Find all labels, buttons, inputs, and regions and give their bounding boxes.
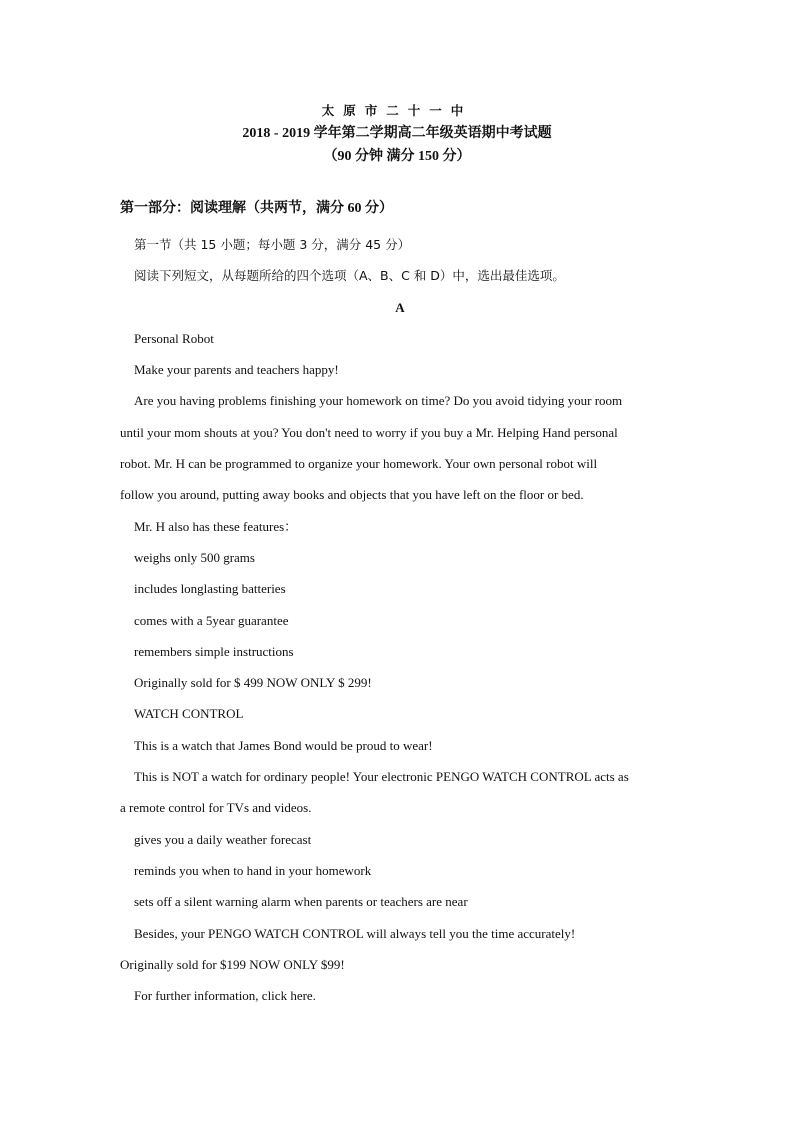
feature-item: remembers simple instructions: [134, 643, 294, 659]
passage-line: This is a watch that James Bond would be proud to wear!: [134, 737, 433, 753]
sub-heading: 第一节（共 15 小题；每小题 3 分，满分 45 分）: [134, 237, 411, 252]
section-heading: 第一部分：阅读理解（共两节，满分 60 分）: [120, 201, 393, 216]
passage-body: [120, 229, 680, 1011]
passage-label: A: [395, 299, 405, 315]
passage-line: Besides, your PENGO WATCH CONTROL will always tell you the time accurately!: [134, 925, 576, 941]
feature-item: comes with a 5year guarantee: [134, 612, 289, 628]
passage-line: follow you around, putting away books and objects that you have left on the floor or bed.: [120, 487, 584, 503]
passage-line: Are you having problems finishing your homework on time? Do you avoid tidying your room: [134, 393, 623, 409]
passage-line: robot. Mr. H can be programmed to organize your homework. Your own personal robot will: [120, 456, 598, 472]
exam-duration: （90 分钟 满分 150 分）: [323, 149, 471, 164]
price-line: Originally sold for $199 NOW ONLY $99!: [120, 956, 345, 972]
instruction: 阅读下列短文，从每题所给的四个选项（A、B、C 和 D）中，选出最佳选项。: [134, 268, 565, 284]
feature-item: sets off a silent warning alarm when parents or teachers are near: [134, 894, 468, 910]
passage-line: until your mom shouts at you? You don't need to worry if you buy a Mr. Helping Hand personal: [120, 424, 618, 440]
passage-line: Make your parents and teachers happy!: [134, 362, 339, 378]
price-line: Originally sold for $ 499 NOW ONLY $ 299!: [134, 675, 372, 691]
school-name: 太原市二十一中: [321, 103, 473, 118]
product-title: WATCH CONTROL: [134, 706, 244, 722]
feature-item: includes longlasting batteries: [134, 581, 286, 597]
exam-title: 2018 - 2019 学年第二学期高二年级英语期中考试题: [242, 126, 552, 141]
feature-item: reminds you when to hand in your homework: [134, 862, 372, 878]
feature-item: gives you a daily weather forecast: [134, 831, 312, 847]
passage-line: This is NOT a watch for ordinary people! Your electronic PENGO WATCH CONTROL acts as: [134, 769, 629, 785]
passage-line: Mr. H also has these features：: [134, 518, 298, 534]
passage-line: a remote control for TVs and videos.: [120, 800, 312, 816]
feature-item: weighs only 500 grams: [134, 549, 255, 565]
title-block: [0, 100, 794, 168]
passage-line: Personal Robot: [134, 330, 214, 346]
more-info-line: For further information, click here.: [134, 988, 316, 1004]
